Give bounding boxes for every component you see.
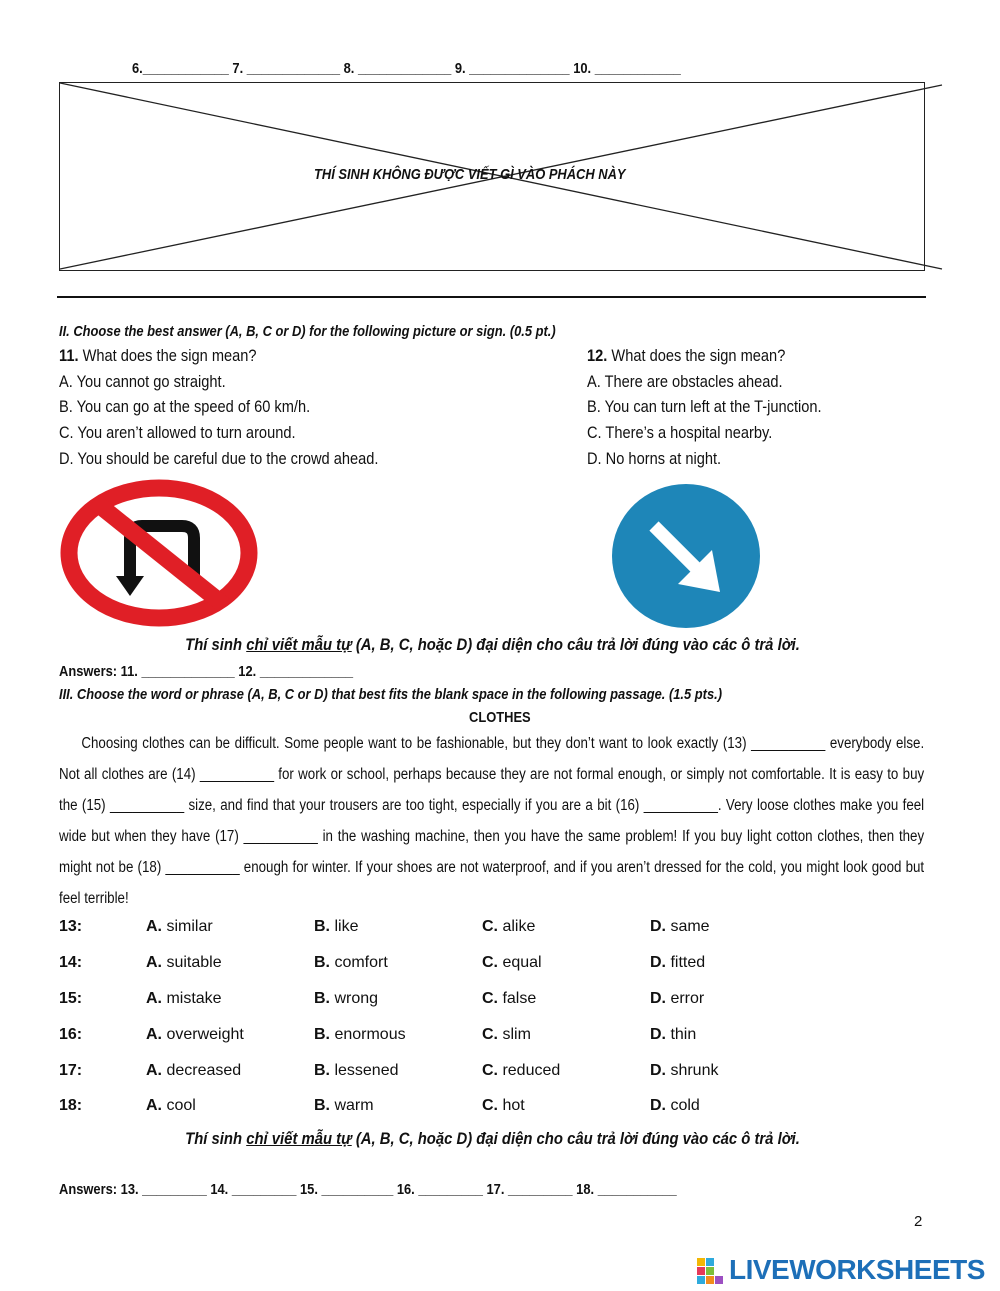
q12-option-d: D. No horns at night. <box>587 448 722 468</box>
q11-option-b: B. You can go at the speed of 60 km/h. <box>59 397 311 417</box>
q12-option-b: B. You can turn left at the T-junction. <box>587 397 822 417</box>
question-11 <box>59 343 430 472</box>
question-13: 13: A. similar B. like C. alike D. same <box>59 918 710 935</box>
question-14: 14: A. suitable B. comfort C. equal D. fitted <box>59 954 706 971</box>
q11-option-a: A. You cannot go straight. <box>59 371 226 391</box>
q12-option-a: A. There are obstacles ahead. <box>587 371 783 391</box>
q11-option-c: C. You aren’t allowed to turn around. <box>59 423 296 443</box>
logo-blocks-icon <box>697 1258 725 1288</box>
section2-heading: II. Choose the best answer (A, B, C or D) for the following picture or sign. (0.5 pt.) <box>59 323 556 340</box>
top-answer-blanks: 6.____________ 7. _____________ 8. _____________ 9. ______________ 10. ____________ <box>132 60 681 77</box>
answers-13-18: Answers: 13. _________ 14. _________ 15. __________ 16. _________ 17. _________ 18. ___________ <box>59 1181 677 1198</box>
question-17: 17: A. decreased B. lessened C. reduced D. shrunk <box>59 1062 719 1079</box>
no-writing-note: THÍ SINH KHÔNG ĐƯỢC VIẾT GÌ VÀO PHÁCH NÀY <box>314 166 626 183</box>
no-u-turn-sign <box>60 476 260 630</box>
q11-text: What does the sign mean? <box>82 346 257 365</box>
passage: Choosing clothes can be difficult. Some people want to be fashionable, but they don’t want to look exactly (13) __________ everybody else. Not all clothes are (14) __________ for work or school, perhaps because they are not formal enough, or simply not comfortable. It is easy to buy the (15) __________ size, and find that your trousers are too tight, especially if you are a bit (16) __________. Very loose clothes make you feel wide but when they have (17) __________ in the washing machine, then you have the same problem! If you buy light cotton clothes, then they might not be (18) __________ enough for winter. If your shoes are not waterproof, and if you aren’t dressed for the cold, you might look good but feel terrible! <box>59 735 925 907</box>
question-12 <box>587 343 860 472</box>
q12-number: 12. <box>587 346 608 365</box>
page-number: 2 <box>914 1213 923 1230</box>
q11-option-d: D. You should be careful due to the crowd ahead. <box>59 448 379 468</box>
passage-title: CLOTHES <box>469 709 531 726</box>
section2-instruction: Thí sinh chỉ viết mẫu tự (A, B, C, hoặc D) đại diện cho câu trả lời đúng vào các ô trả lời. <box>185 636 800 654</box>
keep-right-sign-icon <box>610 482 762 630</box>
answers-11-12: Answers: 11. _____________ 12. _____________ <box>59 663 354 680</box>
q11-number: 11. <box>59 346 79 365</box>
section3-instruction: Thí sinh chỉ viết mẫu tự (A, B, C, hoặc D) đại diện cho câu trả lời đúng vào các ô trả lời. <box>185 1130 800 1148</box>
section3-heading: III. Choose the word or phrase (A, B, C or D) that best fits the blank space in the following passage. (1.5 pts.) <box>59 686 723 703</box>
question-15: 15: A. mistake B. wrong C. false D. error <box>59 990 705 1007</box>
question-18: 18: A. cool B. warm C. hot D. cold <box>59 1097 700 1114</box>
divider <box>57 296 926 298</box>
q12-text: What does the sign mean? <box>611 346 786 365</box>
question-16: 16: A. overweight B. enormous C. slim D. thin <box>59 1026 697 1043</box>
no-u-turn-icon <box>60 476 260 630</box>
q12-option-c: C. There’s a hospital nearby. <box>587 423 773 443</box>
